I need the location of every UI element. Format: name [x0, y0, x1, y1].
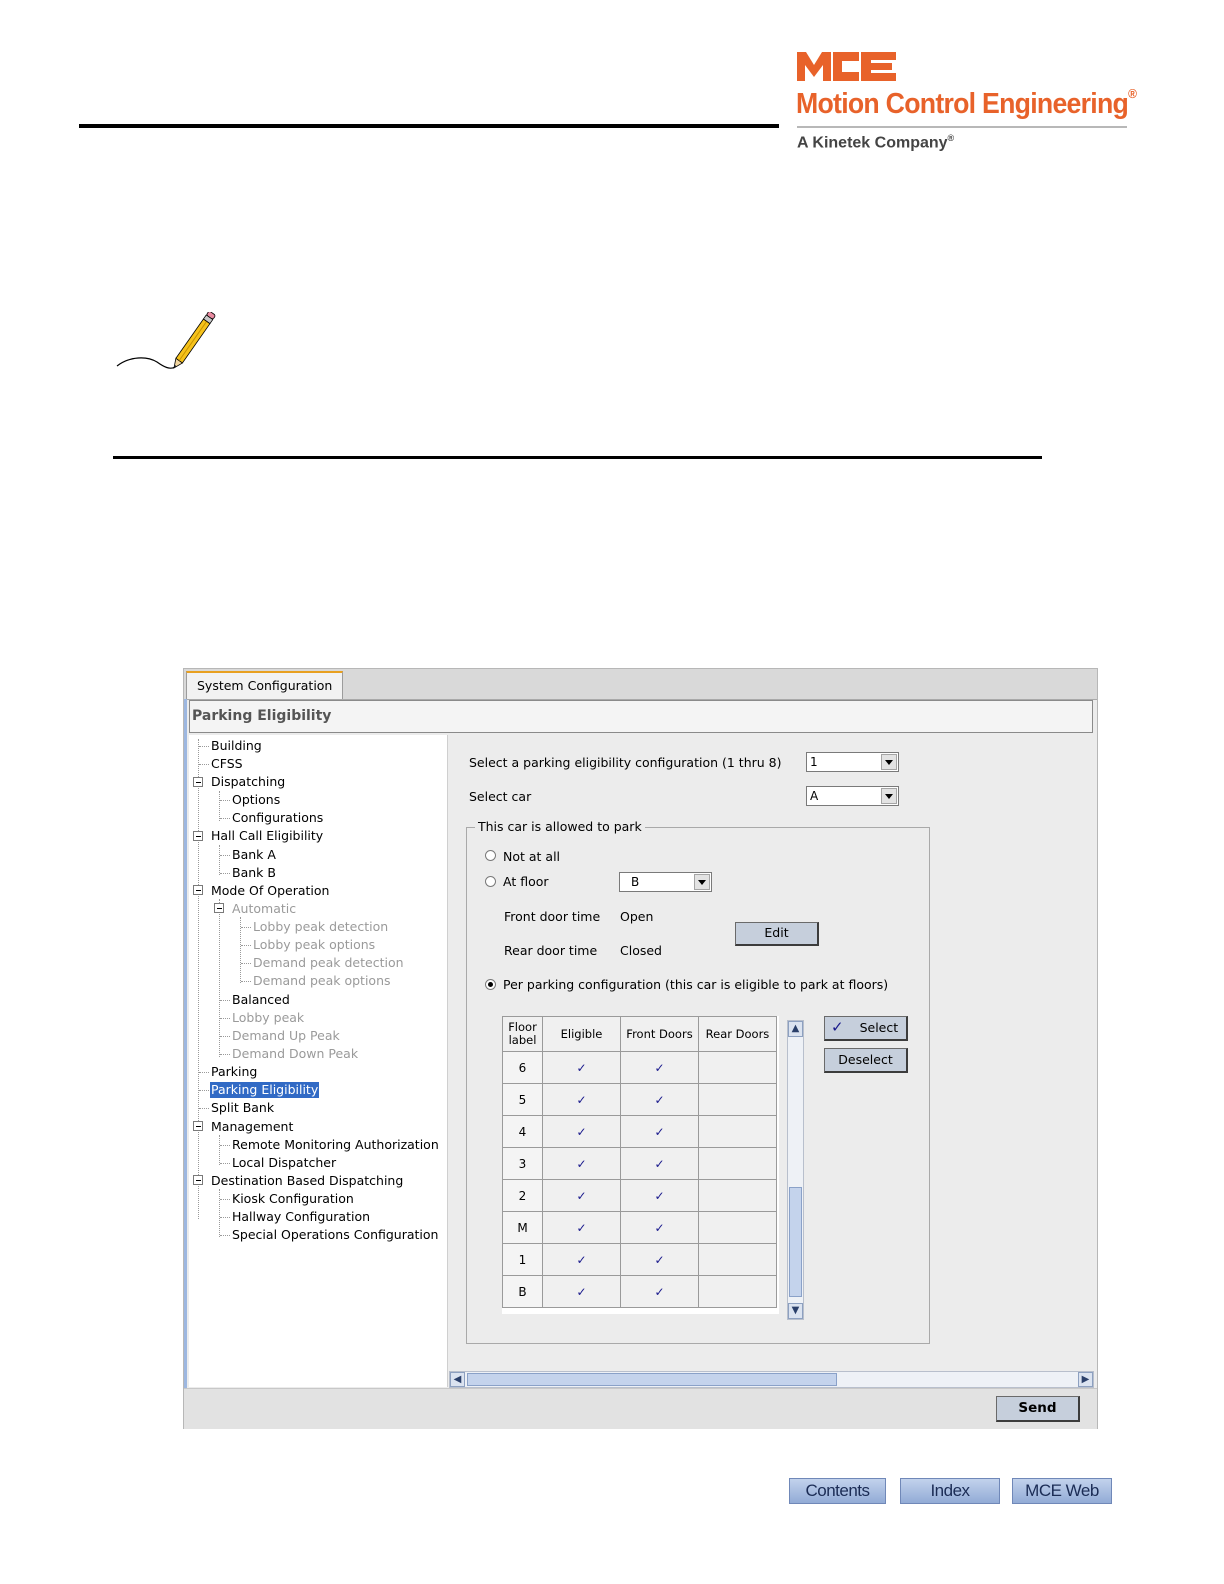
tree-item-cfss[interactable]: CFSS: [211, 756, 243, 771]
floor-label-cell: 4: [503, 1116, 543, 1148]
col-eligible: Eligible: [543, 1017, 621, 1052]
tree-item-dispatching[interactable]: Dispatching: [211, 774, 286, 789]
tree-item-lobby-peak-detection[interactable]: Lobby peak detection: [253, 919, 389, 934]
deselect-button[interactable]: Deselect: [824, 1048, 908, 1073]
navigation-tree: [189, 735, 448, 1387]
floor-label-cell: 6: [503, 1052, 543, 1084]
tree-item-automatic[interactable]: Automatic: [232, 901, 297, 916]
window-footer: [184, 1388, 1097, 1429]
table-row[interactable]: [503, 1244, 777, 1276]
at-floor-select[interactable]: [619, 872, 712, 892]
collapse-icon[interactable]: [193, 831, 203, 841]
tree-item-bank-a[interactable]: Bank A: [232, 847, 276, 862]
logo-underline: [797, 126, 1127, 128]
floor-eligibility-table: [502, 1016, 779, 1314]
rear-doors-cell[interactable]: [699, 1052, 777, 1084]
tab-bar: [184, 669, 1097, 700]
front-door-time-label: Front door time: [504, 909, 601, 924]
tree-item-parking-eligibility[interactable]: Parking Eligibility: [211, 1082, 319, 1097]
scroll-left-icon[interactable]: ◀: [450, 1372, 465, 1387]
radio-per-parking-configuration-label: Per parking configuration (this car is eligible to park at floors): [503, 977, 889, 992]
tree-line: [199, 1090, 209, 1091]
radio-at-floor-label: At floor: [503, 874, 549, 889]
tree-item-options[interactable]: Options: [232, 792, 281, 807]
tree-item-bank-b[interactable]: Bank B: [232, 865, 276, 880]
collapse-icon[interactable]: [193, 885, 203, 895]
header-rule: [79, 124, 779, 128]
tree-item-parking[interactable]: Parking: [211, 1064, 258, 1079]
tree-item-kiosk-configuration[interactable]: Kiosk Configuration: [232, 1191, 354, 1206]
eligible-check-icon[interactable]: ✓: [543, 1116, 621, 1148]
table-row[interactable]: [503, 1084, 777, 1116]
tree-line: [219, 1189, 220, 1237]
pencil-icon: [112, 312, 222, 374]
collapse-icon[interactable]: [193, 777, 203, 787]
tree-item-lobby-peak[interactable]: Lobby peak: [232, 1010, 305, 1025]
tree-line: [198, 739, 199, 1219]
collapse-icon[interactable]: [193, 1175, 203, 1185]
tree-line: [220, 1000, 230, 1001]
front-doors-check-icon[interactable]: ✓: [621, 1084, 699, 1116]
rear-door-time-label: Rear door time: [504, 943, 598, 958]
front-doors-check-icon[interactable]: ✓: [621, 1148, 699, 1180]
tree-line: [199, 746, 209, 747]
index-button[interactable]: Index: [900, 1478, 1000, 1504]
tree-item-remote-monitoring-authorization[interactable]: Remote Monitoring Authorization: [232, 1137, 439, 1152]
tree-line: [241, 945, 251, 946]
tree-line: [220, 1018, 230, 1019]
radio-not-at-all[interactable]: [485, 850, 496, 861]
tree-item-configurations[interactable]: Configurations: [232, 810, 324, 825]
floor-label-cell: B: [503, 1276, 543, 1308]
note-rule: [113, 456, 1042, 459]
logo-company-name: Motion Control Engineering®: [796, 86, 1137, 120]
table-row[interactable]: [503, 1052, 777, 1084]
tree-line: [241, 981, 251, 982]
tree-line: [220, 1235, 230, 1236]
tree-item-destination-based-dispatching[interactable]: Destination Based Dispatching: [211, 1173, 404, 1188]
floor-label-cell: 1: [503, 1244, 543, 1276]
floor-label-cell: M: [503, 1212, 543, 1244]
tree-line: [220, 1145, 230, 1146]
table-row[interactable]: [503, 1180, 777, 1212]
chevron-down-icon[interactable]: [694, 874, 710, 890]
floor-label-cell: 2: [503, 1180, 543, 1212]
eligible-check-icon[interactable]: ✓: [543, 1276, 621, 1308]
front-doors-check-icon[interactable]: ✓: [621, 1244, 699, 1276]
front-doors-check-icon[interactable]: ✓: [621, 1180, 699, 1212]
chevron-down-icon[interactable]: [881, 788, 897, 804]
scroll-down-icon[interactable]: ▼: [788, 1303, 803, 1319]
tree-line: [219, 1135, 220, 1165]
tree-line: [199, 1072, 209, 1073]
eligible-check-icon[interactable]: ✓: [543, 1212, 621, 1244]
tree-line: [219, 791, 220, 821]
tree-line: [220, 1217, 230, 1218]
contents-button[interactable]: Contents: [789, 1478, 886, 1504]
car-select[interactable]: [806, 786, 899, 806]
tree-item-balanced[interactable]: Balanced: [232, 992, 290, 1007]
tree-line: [220, 873, 230, 874]
table-row[interactable]: [503, 1148, 777, 1180]
eligible-check-icon[interactable]: ✓: [543, 1180, 621, 1212]
rear-doors-cell[interactable]: [699, 1212, 777, 1244]
tree-line: [220, 1199, 230, 1200]
tree-item-management[interactable]: Management: [211, 1119, 294, 1134]
select-button[interactable]: [824, 1016, 908, 1041]
scroll-up-icon[interactable]: ▲: [788, 1021, 803, 1037]
collapse-icon[interactable]: [214, 903, 224, 913]
rear-doors-cell[interactable]: [699, 1084, 777, 1116]
panel-title: Parking Eligibility: [189, 700, 1093, 733]
table-vertical-scrollbar[interactable]: [787, 1020, 804, 1320]
radio-not-at-all-label: Not at all: [503, 849, 561, 864]
tree-item-demand-down-peak[interactable]: Demand Down Peak: [232, 1046, 359, 1061]
front-doors-check-icon[interactable]: ✓: [621, 1116, 699, 1148]
rear-doors-cell[interactable]: [699, 1180, 777, 1212]
tree-line: [220, 1163, 230, 1164]
check-icon: ✓: [831, 1018, 844, 1036]
tree-item-demand-up-peak[interactable]: Demand Up Peak: [232, 1028, 340, 1043]
floor-label-cell: 3: [503, 1148, 543, 1180]
rear-doors-cell[interactable]: [699, 1244, 777, 1276]
tree-line: [220, 800, 230, 801]
parking-options-group-label: This car is allowed to park: [475, 819, 645, 834]
tree-item-building[interactable]: Building: [211, 738, 262, 753]
logo-tagline: A Kinetek Company®: [797, 133, 955, 152]
floor-label-cell: 5: [503, 1084, 543, 1116]
tree-item-lobby-peak-options[interactable]: Lobby peak options: [253, 937, 376, 952]
tree-item-demand-peak-options[interactable]: Demand peak options: [253, 973, 391, 988]
tree-line: [220, 855, 230, 856]
scrollbar-thumb[interactable]: [467, 1373, 837, 1386]
tree-line: [199, 1108, 209, 1109]
col-front-doors: Front Doors: [621, 1017, 699, 1052]
scroll-right-icon[interactable]: ▶: [1078, 1372, 1093, 1387]
rear-doors-cell[interactable]: [699, 1276, 777, 1308]
eligible-check-icon[interactable]: ✓: [543, 1084, 621, 1116]
config-select[interactable]: [806, 752, 899, 772]
tree-item-hallway-configuration[interactable]: Hallway Configuration: [232, 1209, 371, 1224]
tree-item-demand-peak-detection[interactable]: Demand peak detection: [253, 955, 404, 970]
tree-line: [199, 764, 209, 765]
floor-table: [502, 1016, 777, 1308]
table-row[interactable]: [503, 1276, 777, 1308]
rear-doors-cell[interactable]: [699, 1148, 777, 1180]
chevron-down-icon[interactable]: [881, 754, 897, 770]
front-doors-check-icon[interactable]: ✓: [621, 1212, 699, 1244]
collapse-icon[interactable]: [193, 1121, 203, 1131]
eligible-check-icon[interactable]: ✓: [543, 1148, 621, 1180]
tree-line: [241, 927, 251, 928]
tree-line: [219, 845, 220, 875]
eligible-check-icon[interactable]: ✓: [543, 1052, 621, 1084]
mce-web-button[interactable]: MCE Web: [1012, 1478, 1112, 1504]
tree-item-special-operations-configuration[interactable]: Special Operations Configuration: [232, 1227, 439, 1242]
tab-system-configuration[interactable]: System Configuration: [186, 671, 343, 699]
config-select-value: 1: [810, 755, 818, 769]
tree-item-mode-of-operation[interactable]: Mode Of Operation: [211, 883, 330, 898]
rear-doors-cell[interactable]: [699, 1116, 777, 1148]
col-rear-doors: Rear Doors: [699, 1017, 777, 1052]
config-select-label: Select a parking eligibility configuration (1 thru 8): [469, 755, 782, 770]
tree-item-local-dispatcher[interactable]: Local Dispatcher: [232, 1155, 337, 1170]
table-row[interactable]: [503, 1116, 777, 1148]
radio-per-parking-configuration[interactable]: [485, 979, 496, 990]
radio-at-floor[interactable]: [485, 876, 496, 887]
tree-item-split-bank[interactable]: Split Bank: [211, 1100, 275, 1115]
select-button-label: Select: [859, 1020, 899, 1035]
send-button[interactable]: Send: [996, 1396, 1080, 1422]
mce-logo-mark: [797, 52, 897, 82]
tree-line: [220, 1054, 230, 1055]
tree-line: [241, 963, 251, 964]
front-door-time-value: Open: [620, 909, 654, 924]
window-left-edge: [184, 699, 187, 1429]
rear-door-time-value: Closed: [620, 943, 662, 958]
edit-button[interactable]: Edit: [735, 922, 819, 946]
tree-line: [220, 818, 230, 819]
table-row[interactable]: [503, 1212, 777, 1244]
col-floor-label: Floor label: [503, 1017, 543, 1052]
content-horizontal-scrollbar[interactable]: [449, 1371, 1094, 1388]
system-configuration-window: [183, 668, 1098, 1429]
tree-line: [220, 1036, 230, 1037]
front-doors-check-icon[interactable]: ✓: [621, 1276, 699, 1308]
tree-line: [219, 899, 220, 1057]
front-doors-check-icon[interactable]: ✓: [621, 1052, 699, 1084]
scrollbar-thumb[interactable]: [789, 1187, 802, 1297]
at-floor-select-value: B: [631, 875, 640, 889]
tree-item-hall-call-eligibility[interactable]: Hall Call Eligibility: [211, 828, 324, 843]
eligible-check-icon[interactable]: ✓: [543, 1244, 621, 1276]
car-select-value: A: [810, 789, 819, 803]
table-header-row: [503, 1017, 777, 1052]
car-select-label: Select car: [469, 789, 532, 804]
